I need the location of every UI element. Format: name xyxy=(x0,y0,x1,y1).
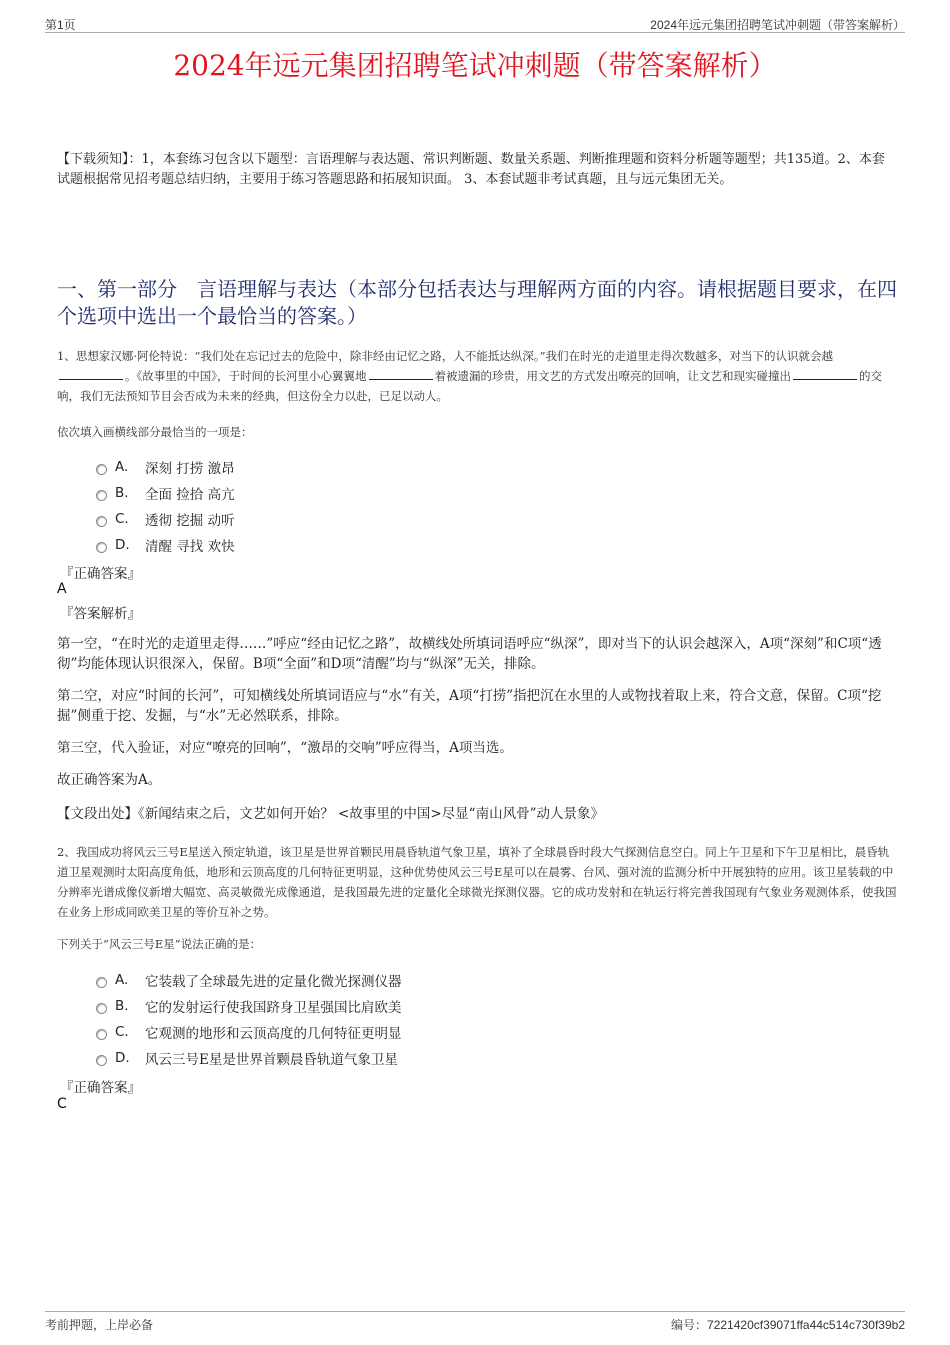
stem-text: 的交响，我们无法预知节目会否成为未来的经典，但这份全力以赴，已足以动人。 xyxy=(57,369,882,403)
option-d[interactable] xyxy=(96,1045,402,1071)
radio-icon[interactable] xyxy=(96,1003,107,1014)
radio-icon[interactable] xyxy=(96,516,107,527)
analysis-conclusion: 故正确答案为A。 xyxy=(57,772,162,788)
section-heading: 一、第一部分 言语理解与表达（本部分包括表达与理解两方面的内容。请根据题目要求，在四个选项中选出一个最恰当的答案。） xyxy=(57,277,897,328)
document-title: 2024年远元集团招聘笔试冲刺题（带答案解析） xyxy=(173,49,777,82)
footer-slogan: 考前押题，上岸必备 xyxy=(45,1318,154,1332)
option-letter: A. xyxy=(115,459,129,475)
correct-answer: A xyxy=(57,581,67,597)
fill-blank-2 xyxy=(369,367,433,380)
option-text: 它观测的地形和云顶高度的几何特征更明显 xyxy=(145,1026,402,1042)
stem-text: 着被遗漏的珍贵，用文艺的方式发出嘹亮的回响，让文艺和现实碰撞出 xyxy=(434,369,791,383)
option-letter: B. xyxy=(115,485,129,501)
question-2-options xyxy=(96,967,402,1071)
option-a[interactable] xyxy=(96,967,402,993)
option-a[interactable] xyxy=(96,454,235,480)
stem-text: 。《故事里的中国》，于时间的长河里小心翼翼地 xyxy=(125,369,367,383)
question-1-stem xyxy=(57,346,897,406)
option-b[interactable] xyxy=(96,480,235,506)
option-letter: D. xyxy=(115,537,130,553)
question-1-prompt: 依次填入画横线部分最恰当的一项是： xyxy=(57,425,253,439)
option-letter: D. xyxy=(115,1050,130,1066)
option-text: 深刻 打捞 激昂 xyxy=(145,461,235,477)
option-text: 它的发射运行使我国跻身卫星强国比肩欧美 xyxy=(145,1000,402,1016)
fill-blank-3 xyxy=(793,367,857,380)
correct-answer-label: 『正确答案』 xyxy=(60,1080,141,1096)
radio-icon[interactable] xyxy=(96,977,107,988)
page-number: 第1页 xyxy=(45,18,76,32)
radio-icon[interactable] xyxy=(96,464,107,475)
page-header xyxy=(45,14,905,33)
question-1-options xyxy=(96,454,235,558)
analysis-paragraph-3: 第三空，代入验证，对应“嘹亮的回响”，“激昂的交响”呼应得当，A项当选。 xyxy=(57,740,513,756)
download-notice: 【下载须知】：1，本套练习包含以下题型：言语理解与表达题、常识判断题、数量关系题、判断推理题和资料分析题等题型；共135道。2、本套试题根据常见招考题总结归纳，主要用于练习答题思路和拓展知识面。 3、本套试题非考试真题，且与远元集团无关。 xyxy=(57,152,885,187)
question-2-stem: 2、我国成功将风云三号E星送入预定轨道，该卫星是世界首颗民用晨昏轨道气象卫星，填补了全球晨昏时段大气探测信息空白。同上午卫星和下午卫星相比，晨昏轨道卫星观测时太阳高度角低，地形和云顶高度的几何特征更明显，这种优势使风云三号E星可以在晨雾、台风、强对流的监测分析中开展独特的应用。该卫星装载的中分辨率光谱成像仪新增大幅宽、高灵敏微光成像通道，是我国最先进的定量化全球微光探测仪器。它的成功发射和在轨运行将完善我国现有气象业务观测体系，使我国在业务上形成同欧美卫星的等价互补之势。 xyxy=(57,845,897,919)
option-letter: B. xyxy=(115,998,129,1014)
question-2-prompt: 下列关于“风云三号E星”说法正确的是： xyxy=(57,937,262,951)
option-text: 全面 捡拾 高亢 xyxy=(145,487,235,503)
option-text: 它装载了全球最先进的定量化微光探测仪器 xyxy=(145,974,402,990)
correct-answer-label: 『正确答案』 xyxy=(60,566,141,582)
option-letter: A. xyxy=(115,972,129,988)
radio-icon[interactable] xyxy=(96,1029,107,1040)
analysis-label: 『答案解析』 xyxy=(60,606,141,622)
option-letter: C. xyxy=(115,511,129,527)
correct-answer: C xyxy=(57,1096,67,1112)
analysis-paragraph-2: 第二空，对应“时间的长河”，可知横线处所填词语应与“水”有关，A项“打捞”指把沉在水里的人或物找着取上来，符合文意，保留。C项“挖掘”侧重于挖、发掘，与“水”无必然联系，排除。 xyxy=(57,688,882,724)
option-b[interactable] xyxy=(96,993,402,1019)
option-letter: C. xyxy=(115,1024,129,1040)
option-d[interactable] xyxy=(96,532,235,558)
analysis-paragraph-1: 第一空，“在时光的走道里走得……”呼应“经由记忆之路”，故横线处所填词语呼应“纵深”，即对当下的认识会越深入，A项“深刻”和C项“透彻”均能体现认识很深入，保留。B项“全面”和D项“清醒”均与“纵深”无关，排除。 xyxy=(57,636,882,672)
option-c[interactable] xyxy=(96,1019,402,1045)
header-doc-title: 2024年远元集团招聘笔试冲刺题（带答案解析） xyxy=(650,18,905,32)
radio-icon[interactable] xyxy=(96,490,107,501)
option-text: 清醒 寻找 欢快 xyxy=(145,539,235,555)
stem-text: 1、思想家汉娜·阿伦特说：“我们处在忘记过去的危险中，除非经由记忆之路，人不能抵达纵深。”我们在时光的走道里走得次数越多，对当下的认识就会越 xyxy=(57,349,833,363)
radio-icon[interactable] xyxy=(96,1055,107,1066)
footer-doc-id: 编号：7221420cf39071ffa44c514c730f39b2 xyxy=(671,1318,905,1332)
fill-blank-1 xyxy=(59,367,123,380)
passage-source: 【文段出处】《新闻结束之后，文艺如何开始？ <故事里的中国>尽显“南山风骨”动人景象》 xyxy=(57,806,604,822)
option-c[interactable] xyxy=(96,506,235,532)
option-text: 透彻 挖掘 动听 xyxy=(145,513,235,529)
page-footer xyxy=(45,1311,905,1332)
radio-icon[interactable] xyxy=(96,542,107,553)
option-text: 风云三号E星是世界首颗晨昏轨道气象卫星 xyxy=(145,1052,398,1068)
